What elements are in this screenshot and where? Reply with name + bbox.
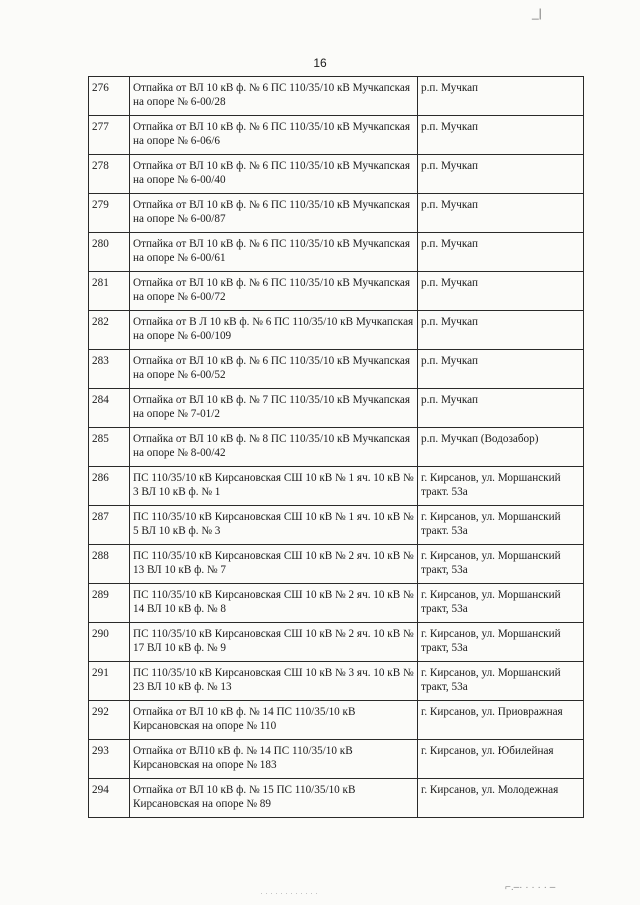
object-name: ПС 110/35/10 кВ Кирсановская СШ 10 кВ № 2 яч. 10 кВ № 14 ВЛ 10 кВ ф. № 8 bbox=[130, 584, 418, 623]
object-location: р.п. Мучкап bbox=[418, 155, 584, 194]
table-row bbox=[89, 194, 584, 233]
table-row bbox=[89, 155, 584, 194]
object-location: г. Кирсанов, ул. Моршанский тракт, 53а bbox=[418, 545, 584, 584]
object-location: г. Кирсанов, ул. Моршанский тракт. 53а bbox=[418, 506, 584, 545]
object-name: Отпайка от ВЛ 10 кВ ф. № 6 ПС 110/35/10 кВ Мучкапская на опоре № 6-00/28 bbox=[130, 77, 418, 116]
object-name: Отпайка от ВЛ 10 кВ ф. № 6 ПС 110/35/10 кВ Мучкапская на опоре № 6-00/87 bbox=[130, 194, 418, 233]
object-name: Отпайка от ВЛ 10 кВ ф. № 8 ПС 110/35/10 кВ Мучкапская на опоре № 8-00/42 bbox=[130, 428, 418, 467]
object-location: г. Кирсанов, ул. Молодежная bbox=[418, 779, 584, 818]
object-name: Отпайка от ВЛ 10 кВ ф. № 7 ПС 110/35/10 кВ Мучкапская на опоре № 7-01/2 bbox=[130, 389, 418, 428]
object-location: г. Кирсанов, ул. Моршанский тракт, 53а bbox=[418, 662, 584, 701]
table-row bbox=[89, 272, 584, 311]
table-row bbox=[89, 116, 584, 155]
object-location: р.п. Мучкап bbox=[418, 272, 584, 311]
object-location: г. Кирсанов, ул. Моршанский тракт. 53а bbox=[418, 467, 584, 506]
table-row bbox=[89, 662, 584, 701]
row-number: 294 bbox=[89, 779, 130, 818]
row-number: 281 bbox=[89, 272, 130, 311]
object-name: Отпайка от ВЛ 10 кВ ф. № 6 ПС 110/35/10 кВ Мучкапская на опоре № 6-00/72 bbox=[130, 272, 418, 311]
table-row bbox=[89, 740, 584, 779]
row-number: 277 bbox=[89, 116, 130, 155]
object-location: р.п. Мучкап bbox=[418, 194, 584, 233]
object-name: ПС 110/35/10 кВ Кирсановская СШ 10 кВ № 3 яч. 10 кВ № 23 ВЛ 10 кВ ф. № 13 bbox=[130, 662, 418, 701]
object-name: Отпайка от В Л 10 кВ ф. № 6 ПС 110/35/10 кВ Мучкапская на опоре № 6-00/109 bbox=[130, 311, 418, 350]
table-row bbox=[89, 701, 584, 740]
object-location: г. Кирсанов, ул. Юбилейная bbox=[418, 740, 584, 779]
row-number: 288 bbox=[89, 545, 130, 584]
row-number: 285 bbox=[89, 428, 130, 467]
row-number: 279 bbox=[89, 194, 130, 233]
registry-table bbox=[88, 76, 584, 818]
object-name: Отпайка от ВЛ 10 кВ ф. № 6 ПС 110/35/10 кВ Мучкапская на опоре № 6-00/61 bbox=[130, 233, 418, 272]
row-number: 278 bbox=[89, 155, 130, 194]
object-location: р.п. Мучкап bbox=[418, 116, 584, 155]
object-location: г. Кирсанов, ул. Приовражная bbox=[418, 701, 584, 740]
object-name: Отпайка от ВЛ 10 кВ ф. № 6 ПС 110/35/10 кВ Мучкапская на опоре № 6-06/6 bbox=[130, 116, 418, 155]
row-number: 290 bbox=[89, 623, 130, 662]
row-number: 287 bbox=[89, 506, 130, 545]
object-location: р.п. Мучкап bbox=[418, 311, 584, 350]
table-row bbox=[89, 506, 584, 545]
table-row bbox=[89, 389, 584, 428]
scan-artifact: ⌐.–· · · · · – bbox=[505, 882, 556, 893]
row-number: 286 bbox=[89, 467, 130, 506]
object-name: Отпайка от ВЛ 10 кВ ф. № 15 ПС 110/35/10 кВ Кирсановская на опоре № 89 bbox=[130, 779, 418, 818]
object-name: ПС 110/35/10 кВ Кирсановская СШ 10 кВ № 1 яч. 10 кВ № 5 ВЛ 10 кВ ф. № 3 bbox=[130, 506, 418, 545]
table-row bbox=[89, 233, 584, 272]
object-name: Отпайка от ВЛ 10 кВ ф. № 6 ПС 110/35/10 кВ Мучкапская на опоре № 6-00/40 bbox=[130, 155, 418, 194]
row-number: 280 bbox=[89, 233, 130, 272]
object-name: Отпайка от ВЛ 10 кВ ф. № 14 ПС 110/35/10 кВ Кирсановская на опоре № 110 bbox=[130, 701, 418, 740]
object-location: р.п. Мучкап bbox=[418, 233, 584, 272]
table-row bbox=[89, 350, 584, 389]
object-name: Отпайка от ВЛ10 кВ ф. № 14 ПС 110/35/10 кВ Кирсановская на опоре № 183 bbox=[130, 740, 418, 779]
object-location: р.п. Мучкап (Водозабор) bbox=[418, 428, 584, 467]
object-name: Отпайка от ВЛ 10 кВ ф. № 6 ПС 110/35/10 кВ Мучкапская на опоре № 6-00/52 bbox=[130, 350, 418, 389]
row-number: 292 bbox=[89, 701, 130, 740]
object-location: р.п. Мучкап bbox=[418, 77, 584, 116]
table-row bbox=[89, 779, 584, 818]
row-number: 293 bbox=[89, 740, 130, 779]
row-number: 276 bbox=[89, 77, 130, 116]
table-row bbox=[89, 467, 584, 506]
row-number: 282 bbox=[89, 311, 130, 350]
row-number: 289 bbox=[89, 584, 130, 623]
object-name: ПС 110/35/10 кВ Кирсановская СШ 10 кВ № 2 яч. 10 кВ № 13 ВЛ 10 кВ ф. № 7 bbox=[130, 545, 418, 584]
object-name: ПС 110/35/10 кВ Кирсановская СШ 10 кВ № 1 яч. 10 кВ № 3 ВЛ 10 кВ ф. № 1 bbox=[130, 467, 418, 506]
object-location: р.п. Мучкап bbox=[418, 350, 584, 389]
object-location: г. Кирсанов, ул. Моршанский тракт, 53а bbox=[418, 584, 584, 623]
object-name: ПС 110/35/10 кВ Кирсановская СШ 10 кВ № 2 яч. 10 кВ № 17 ВЛ 10 кВ ф. № 9 bbox=[130, 623, 418, 662]
table-row bbox=[89, 428, 584, 467]
scan-artifact-faint: ············ bbox=[260, 888, 320, 898]
row-number: 291 bbox=[89, 662, 130, 701]
table-row bbox=[89, 545, 584, 584]
table-body bbox=[89, 77, 584, 818]
table-row bbox=[89, 311, 584, 350]
page-number: 16 bbox=[313, 56, 327, 70]
table-row bbox=[89, 623, 584, 662]
table-row bbox=[89, 584, 584, 623]
row-number: 283 bbox=[89, 350, 130, 389]
object-location: г. Кирсанов, ул. Моршанский тракт, 53а bbox=[418, 623, 584, 662]
scan-mark: _| bbox=[532, 6, 542, 20]
row-number: 284 bbox=[89, 389, 130, 428]
table-row bbox=[89, 77, 584, 116]
object-location: р.п. Мучкап bbox=[418, 389, 584, 428]
